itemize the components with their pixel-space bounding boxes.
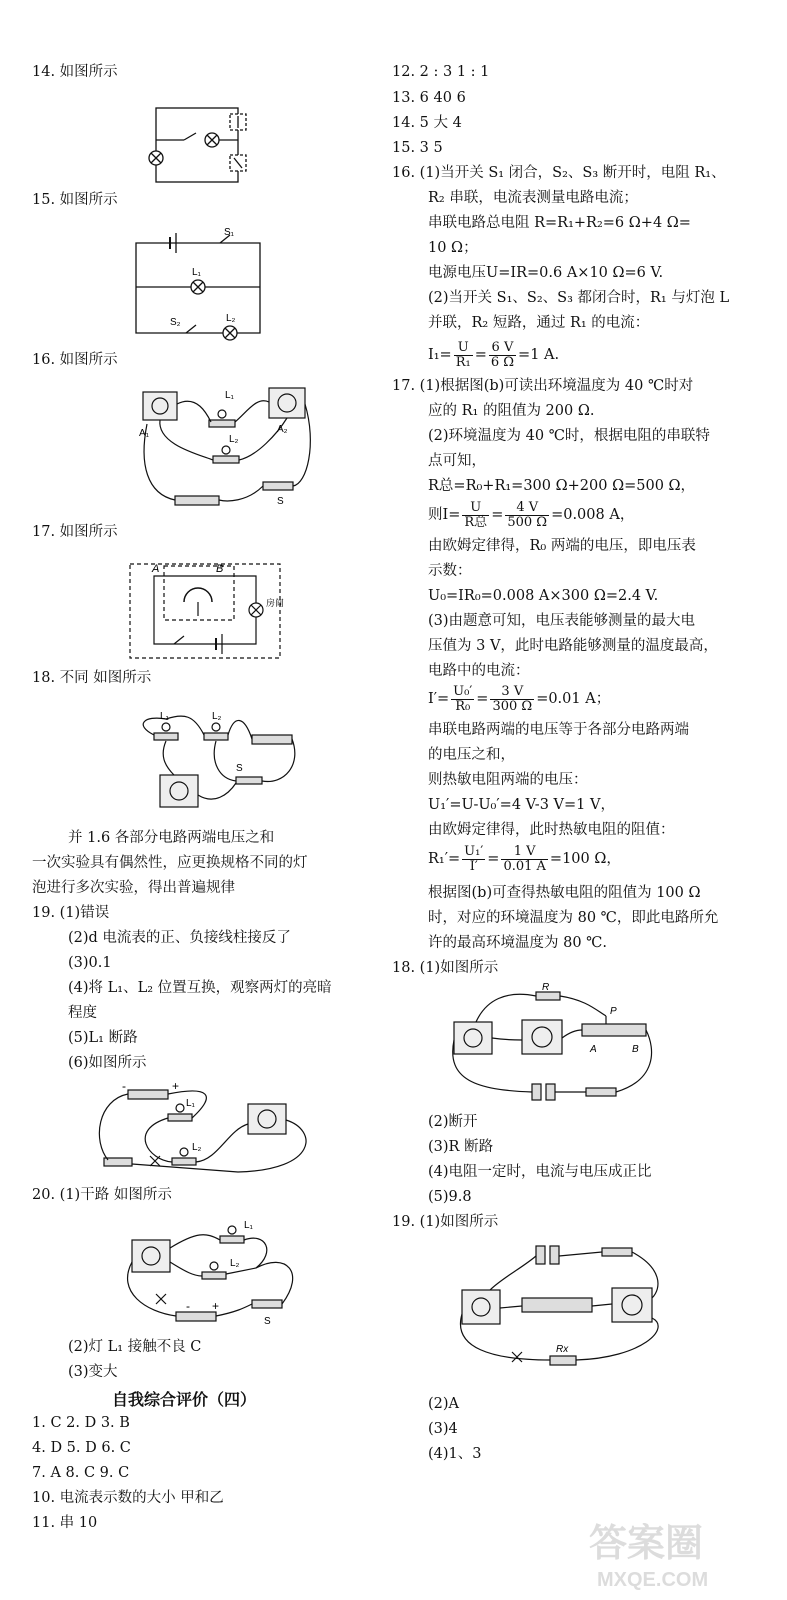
q20-circuit-drawing bbox=[116, 1212, 316, 1330]
r-q18-r-label: R bbox=[542, 982, 550, 993]
q18-answer-line3: 泡进行多次实验，得出普遍规律 bbox=[32, 880, 235, 896]
eq-num: U₁′ bbox=[464, 843, 484, 859]
r-q15: 15. 3 5 bbox=[392, 140, 443, 156]
r-q14: 14. 5 大 4 bbox=[392, 115, 462, 131]
q16-l2-label: L₂ bbox=[229, 434, 239, 445]
q19-part2: (2)d 电流表的正、负接线柱接反了 bbox=[68, 930, 291, 946]
q15-l2-label: L₂ bbox=[226, 313, 236, 324]
q20-part2: (2)灯 L₁ 接触不良 C bbox=[68, 1339, 202, 1355]
q19-plus-label: + bbox=[172, 1080, 180, 1093]
watermark-logo bbox=[579, 1512, 769, 1592]
eq-den: R₀ bbox=[455, 698, 471, 714]
r-q16-line1: 16. (1)当开关 S₁ 闭合，S₂、S₃ 断开时，电阻 R₁、 bbox=[392, 165, 726, 181]
q18-circuit-drawing bbox=[124, 705, 304, 823]
r-q17-line4: 点可知， bbox=[428, 453, 486, 469]
mc-answers-row2: 4. D 5. D 6. C bbox=[32, 1440, 131, 1456]
eq-frac2 bbox=[489, 341, 516, 370]
eq-num: 3 V bbox=[490, 685, 534, 700]
r-q17-equation1: 则I= $\frac{U}{\text{R总}}$ = $\frac{4 V}{500 \Omega}$ =0.008 A， bbox=[428, 499, 635, 530]
r-q19-part1: 19. (1)如图所示 bbox=[392, 1214, 499, 1230]
r-q18-part3: (3)R 断路 bbox=[428, 1139, 494, 1155]
r-q16-line2: R₂ 串联，电流表测量电路电流； bbox=[428, 190, 638, 206]
q19-part4-line2: 程度 bbox=[68, 1005, 97, 1021]
q17-a-label: A bbox=[152, 563, 160, 575]
r-q18-part1: 18. (1)如图所示 bbox=[392, 960, 499, 976]
q19-part6: (6)如图所示 bbox=[68, 1055, 147, 1071]
r-q17-line17: 根据图(b)可查得热敏电阻的阻值为 100 Ω bbox=[428, 885, 701, 901]
r-q17-line14: 则热敏电阻两端的电压： bbox=[428, 772, 588, 788]
eq-den: I′ bbox=[469, 858, 478, 874]
q19-part1: 19. (1)错误 bbox=[32, 905, 110, 921]
r-q17-line2: 应的 R₁ 的阻值为 200 Ω. bbox=[428, 403, 595, 419]
q19-l2-label: L₂ bbox=[192, 1142, 202, 1153]
q16-a2-label: A₂ bbox=[277, 424, 288, 435]
r-q16-line3: 串联电路总电阻 R=R₁+R₂=6 Ω+4 Ω= bbox=[428, 215, 691, 231]
r-q18-part5: (5)9.8 bbox=[428, 1189, 472, 1205]
eq-num: U₀′ bbox=[453, 683, 473, 699]
r-q17-line12: 串联电路两端的电压等于各部分电路两端 bbox=[428, 722, 689, 738]
r-q17-line19: 许的最高环境温度为 80 ℃. bbox=[428, 935, 607, 951]
q20-l2-label: L₂ bbox=[230, 1258, 240, 1269]
eq-lhs: I′= bbox=[428, 691, 450, 707]
eq-den: 500 Ω bbox=[507, 514, 548, 530]
q18-answer-line2: 一次实验具有偶然性，应更换规格不同的灯 bbox=[32, 855, 308, 871]
eq-den: 300 Ω bbox=[492, 698, 533, 714]
q17-label: 17. 如图所示 bbox=[32, 524, 118, 540]
q19-part4-line1: (4)将 L₁、L₂ 位置互换，观察两灯的亮暗 bbox=[68, 980, 332, 996]
q16-l1-label: L₁ bbox=[225, 390, 234, 401]
q18-l1-label: L₁ bbox=[160, 711, 169, 722]
q16-s-label: S bbox=[277, 496, 284, 507]
r-q17-equation3: R₁′= $\frac{\text{U₁′}}{I'}$ = $\frac{1 V}{0.01 A}$ =100 Ω， bbox=[428, 843, 621, 874]
eq-num: 6 V bbox=[489, 341, 516, 356]
eq-frac1 bbox=[451, 685, 474, 714]
q15-label: 15. 如图所示 bbox=[32, 192, 118, 208]
eq-lhs: R₁′= bbox=[428, 851, 461, 867]
q19-part5: (5)L₁ 断路 bbox=[68, 1030, 138, 1046]
q17-b-label: B bbox=[216, 563, 224, 575]
r-q18-part2: (2)断开 bbox=[428, 1114, 478, 1130]
q18-answer-line1: 并 1.6 各部分电路两端电压之和 bbox=[68, 830, 275, 846]
r-q18-p-label: P bbox=[610, 1006, 617, 1017]
r-q19-part3: (3)4 bbox=[428, 1421, 458, 1437]
eq-num: 1 V bbox=[501, 845, 547, 860]
r-q19-part4: (4)1、3 bbox=[428, 1446, 482, 1462]
watermark-line1: 答案圈 bbox=[589, 1523, 704, 1565]
q15-l1-label: L₁ bbox=[192, 267, 201, 278]
q16-label: 16. 如图所示 bbox=[32, 352, 118, 368]
section-title: 自我综合评价（四） bbox=[112, 1390, 257, 1409]
q19-l1-label: L₁ bbox=[186, 1098, 195, 1109]
eq-frac1 bbox=[454, 341, 473, 370]
q18-label: 18. 不同 如图所示 bbox=[32, 670, 152, 686]
eq-rhs: =100 Ω， bbox=[549, 851, 621, 867]
q11-answer: 11. 串 10 bbox=[32, 1515, 98, 1531]
q16-a1-label: A₁ bbox=[139, 428, 150, 439]
q10-answer: 10. 电流表示数的大小 甲和乙 bbox=[32, 1490, 224, 1506]
eq-frac1 bbox=[462, 845, 485, 874]
q20-part3: (3)变大 bbox=[68, 1364, 118, 1380]
mc-answers-row1: 1. C 2. D 3. B bbox=[32, 1415, 130, 1431]
q19-part3: (3)0.1 bbox=[68, 955, 112, 971]
r-q16-line7: 并联，R₂ 短路，通过 R₁ 的电流： bbox=[428, 315, 650, 331]
r-q18-circuit-drawing bbox=[446, 980, 666, 1110]
r-q19-circuit-drawing bbox=[452, 1238, 682, 1388]
q16-circuit-drawing bbox=[127, 384, 317, 512]
r-q17-line16: 由欧姆定律得，此时热敏电阻的阻值： bbox=[428, 822, 675, 838]
r-q17-line8: U₀=IR₀=0.008 A×300 Ω=2.4 V. bbox=[428, 588, 659, 604]
q14-label: 14. 如图所示 bbox=[32, 64, 118, 80]
r-q16-equation: I₁= $\frac{U}{\text{R₁}}$ = $\frac{6 V}{6 \Omega}$ =1 A. bbox=[428, 339, 560, 370]
eq-den: R₁ bbox=[455, 354, 471, 370]
q19-circuit-drawing bbox=[88, 1080, 338, 1180]
q20-minus-label: - bbox=[186, 1299, 190, 1313]
r-q17-line11: 电路中的电流： bbox=[428, 663, 530, 679]
q20-plus-label: + bbox=[212, 1299, 220, 1313]
r-q17-line18: 时，对应的环境温度为 80 ℃，即此电路所允 bbox=[428, 910, 719, 926]
r-q17-line15: U₁′=U-U₀′=4 V-3 V=1 V， bbox=[428, 797, 615, 813]
eq-rhs: =1 A. bbox=[518, 347, 560, 363]
eq-den: 0.01 A bbox=[503, 858, 546, 874]
eq-rhs: =0.01 A； bbox=[536, 691, 611, 707]
eq-frac2 bbox=[490, 685, 534, 714]
eq-lhs: I₁= bbox=[428, 347, 452, 363]
r-q16-line6: (2)当开关 S₁、S₂、S₃ 都闭合时，R₁ 与灯泡 L bbox=[428, 290, 730, 306]
eq-lhs: 则I= bbox=[428, 507, 461, 523]
r-q17-line10: 压值为 3 V，此时电路能够测量的温度最高， bbox=[428, 638, 718, 654]
q18-l2-label: L₂ bbox=[212, 711, 222, 722]
eq-den: 6 Ω bbox=[490, 354, 515, 370]
q17-room-label: 房间 bbox=[266, 598, 285, 608]
q20-l1-label: L₁ bbox=[244, 1220, 253, 1231]
q14-circuit-diagram bbox=[144, 100, 254, 190]
watermark-line2: MXQE.COM bbox=[597, 1569, 709, 1591]
r-q12: 12. 2 : 3 1 : 1 bbox=[392, 64, 490, 80]
r-q17-line9: (3)由题意可知，电压表能够测量的最大电 bbox=[428, 613, 696, 629]
q19-minus-label: - bbox=[122, 1080, 126, 1093]
r-q17-line3: (2)环境温度为 40 ℃时，根据电阻的串联特 bbox=[428, 428, 710, 444]
r-q18-a-label: A bbox=[590, 1044, 597, 1055]
r-q17-line1: 17. (1)根据图(b)可读出环境温度为 40 ℃时对 bbox=[392, 378, 694, 394]
q20-part1: 20. (1)干路 如图所示 bbox=[32, 1187, 172, 1203]
r-q13: 13. 6 40 6 bbox=[392, 90, 466, 106]
r-q19-part2: (2)A bbox=[428, 1396, 460, 1412]
eq-num: U bbox=[454, 341, 473, 356]
eq-frac2 bbox=[501, 845, 547, 874]
q18-s-label: S bbox=[236, 763, 243, 774]
r-q18-part4: (4)电阻一定时，电流与电压成正比 bbox=[428, 1164, 652, 1180]
r-q16-line4: 10 Ω； bbox=[428, 240, 478, 256]
r-q17-line6: 由欧姆定律得，R₀ 两端的电压，即电压表 bbox=[428, 538, 696, 554]
eq-num: U bbox=[462, 501, 489, 516]
eq-num: 4 V bbox=[505, 501, 549, 516]
q15-circuit-diagram bbox=[130, 225, 270, 345]
r-q19-rx-label: Rx bbox=[556, 1344, 569, 1355]
eq-rhs: =0.008 A， bbox=[551, 507, 635, 523]
r-q17-line7: 示数： bbox=[428, 563, 472, 579]
r-q18-b-label: B bbox=[632, 1044, 639, 1055]
eq-frac1 bbox=[462, 501, 489, 530]
eq-den: R总 bbox=[464, 514, 488, 530]
r-q17-equation2: I′= $\frac{\text{U₀′}}{\text{R₀}}$ = $\frac{3 V}{300 \Omega}$ =0.01 A； bbox=[428, 683, 611, 714]
q20-s-label: S bbox=[264, 1316, 271, 1327]
r-q17-line5: R总=R₀+R₁=300 Ω+200 Ω=500 Ω， bbox=[428, 478, 696, 494]
q15-s2-label: S₂ bbox=[170, 317, 181, 328]
mc-answers-row3: 7. A 8. C 9. C bbox=[32, 1465, 130, 1481]
r-q17-line13: 的电压之和， bbox=[428, 747, 515, 763]
q15-s1-label: S₁ bbox=[224, 227, 235, 238]
eq-frac2 bbox=[505, 501, 549, 530]
r-q16-line5: 电源电压U=IR=0.6 A×10 Ω=6 V. bbox=[428, 265, 664, 281]
q17-circuit-diagram bbox=[126, 558, 286, 662]
